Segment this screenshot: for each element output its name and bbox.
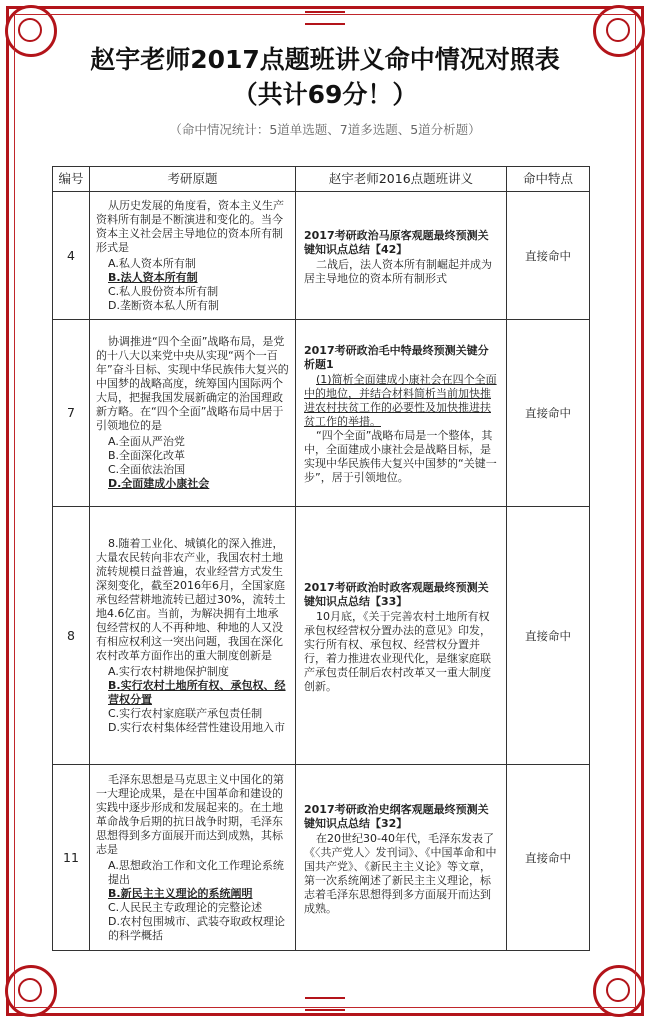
question-cell bbox=[90, 320, 296, 507]
option: C.全面依法治国 bbox=[108, 463, 186, 476]
lecture-body: 二战后，法人资本所有制崛起并成为居主导地位的资本所有制形式 bbox=[304, 257, 492, 285]
option: D.垄断资本私人所有制 bbox=[108, 298, 219, 312]
option: D.农村包围城市、武装夺取政权理论的科学概括 bbox=[108, 914, 285, 942]
table-row bbox=[53, 507, 590, 765]
lecture-body: “四个全面”战略布局是一个整体，其中，全面建成小康社会是战略目标，是实现中华民族伟大复兴中国梦的“关键一步”，居于引领地位。 bbox=[304, 429, 497, 484]
question-stem: 毛泽东思想是马克思主义中国化的第一大理论成果，是在中国革命和建设的实践中逐步形成和发展起来的。在土地革命战争后期的抗日战争时期，毛泽东思想得到多方面展开而达到成熟，其标志是 bbox=[96, 772, 284, 856]
lecture-body: 10月底，《关于完善农村土地所有权承包权经营权分置办法的意见》印发，实行所有权、承包权、经营权分置并行，着力推进农业现代化，是继家庭联产承包责任制后农村改革又一重大制度创新。 bbox=[304, 609, 491, 693]
header-lecture: 赵宇老师2016点题班讲义 bbox=[296, 167, 507, 192]
row-number: 4 bbox=[53, 192, 90, 320]
table-row bbox=[53, 320, 590, 507]
title-line-1: 赵宇老师2017点题班讲义命中情况对照表 bbox=[90, 45, 560, 74]
lecture-title: 2017考研政治马原客观题最终预测关键知识点总结【42】 bbox=[304, 228, 489, 256]
table-row bbox=[53, 765, 590, 951]
table-row bbox=[53, 192, 590, 320]
feature-cell: 直接命中 bbox=[507, 320, 590, 507]
header-feature: 命中特点 bbox=[507, 167, 590, 192]
question-stem: 协调推进“四个全面”战略布局，是党的十八大以来党中央从实现“两个一百年”奋斗目标、实现中华民族伟大复兴的中国梦的战略高度，统筹国内国际两个大局，把握我国发展新确定的治国理政新方略。在“四个全面”战略布局中居于引领地位的是 bbox=[96, 335, 289, 432]
option: C.人民民主专政理论的完整论述 bbox=[108, 900, 263, 914]
option: A.私人资本所有制 bbox=[108, 256, 196, 270]
question-stem: 从历史发展的角度看，资本主义生产资料所有制是不断演进和变化的。当今资本主义社会居主导地位的资本所有制形式是 bbox=[96, 198, 284, 254]
feature-cell: 直接命中 bbox=[507, 765, 590, 951]
page-title bbox=[40, 42, 610, 112]
title-line-2: （共计69分！） bbox=[232, 80, 418, 109]
lecture-title: 2017考研政治毛中特最终预测关键分析题1 bbox=[304, 344, 489, 371]
stats-subtitle: （命中情况统计：5道单选题、7道多选题、5道分析题） bbox=[169, 122, 481, 137]
comparison-table bbox=[52, 166, 590, 951]
lecture-cell bbox=[296, 320, 507, 507]
question-cell bbox=[90, 507, 296, 765]
lecture-highlight: (1)简析全面建成小康社会在四个全面中的地位，并结合材料简析当前加快推进农村扶贫工作的必要性及加快推进扶贫工作的举措。 bbox=[304, 373, 497, 428]
header-question: 考研原题 bbox=[90, 167, 296, 192]
lecture-cell bbox=[296, 765, 507, 951]
row-number: 8 bbox=[53, 507, 90, 765]
question-cell bbox=[90, 765, 296, 951]
option: C.实行农村家庭联产承包责任制 bbox=[108, 706, 263, 720]
row-number: 7 bbox=[53, 320, 90, 507]
lecture-cell bbox=[296, 192, 507, 320]
correct-option: B.实行农村土地所有权、承包权、经营权分置 bbox=[108, 678, 286, 706]
option: C.私人股份资本所有制 bbox=[108, 284, 219, 298]
option: A.思想政治工作和文化工作理论系统提出 bbox=[108, 858, 284, 886]
lecture-body: 在20世纪30-40年代，毛泽东发表了《〈共产党人〉发刊词》、《中国革命和中国共产党》、《新民主主义论》等文章，第一次系统阐述了新民主主义理论，标志着毛泽东思想得到多方面展开而达到成熟。 bbox=[304, 831, 497, 915]
option: B.全面深化改革 bbox=[108, 449, 186, 462]
option: D.实行农村集体经营性建设用地入市 bbox=[108, 720, 285, 734]
lecture-title: 2017考研政治史纲客观题最终预测关键知识点总结【32】 bbox=[304, 802, 489, 830]
question-cell bbox=[90, 192, 296, 320]
header-number: 编号 bbox=[53, 167, 90, 192]
table-header-row bbox=[53, 167, 590, 192]
question-stem: 8.随着工业化、城镇化的深入推进，大量农民转向非农产业，我国农村土地流转规模日益普遍，农业经营方式发生深刻变化，截至2016年6月，全国家庭承包经营耕地流转已超过30%，流转土地4.6亿亩。当前，为解决拥有土地承包经营权的人不再种地、种地的人又没有相应权利这一突出问题，我国在深化农村改革方面作出的重大制度创新是 bbox=[96, 536, 286, 662]
feature-cell: 直接命中 bbox=[507, 192, 590, 320]
lecture-cell bbox=[296, 507, 507, 765]
correct-option: B.新民主主义理论的系统阐明 bbox=[108, 886, 253, 900]
option: A.全面从严治党 bbox=[108, 435, 185, 448]
feature-cell: 直接命中 bbox=[507, 507, 590, 765]
correct-option: B.法人资本所有制 bbox=[108, 270, 198, 284]
lecture-title: 2017考研政治时政客观题最终预测关键知识点总结【33】 bbox=[304, 580, 489, 608]
row-number: 11 bbox=[53, 765, 90, 951]
option: A.实行农村耕地保护制度 bbox=[108, 664, 229, 678]
correct-option: D.全面建成小康社会 bbox=[108, 477, 210, 490]
